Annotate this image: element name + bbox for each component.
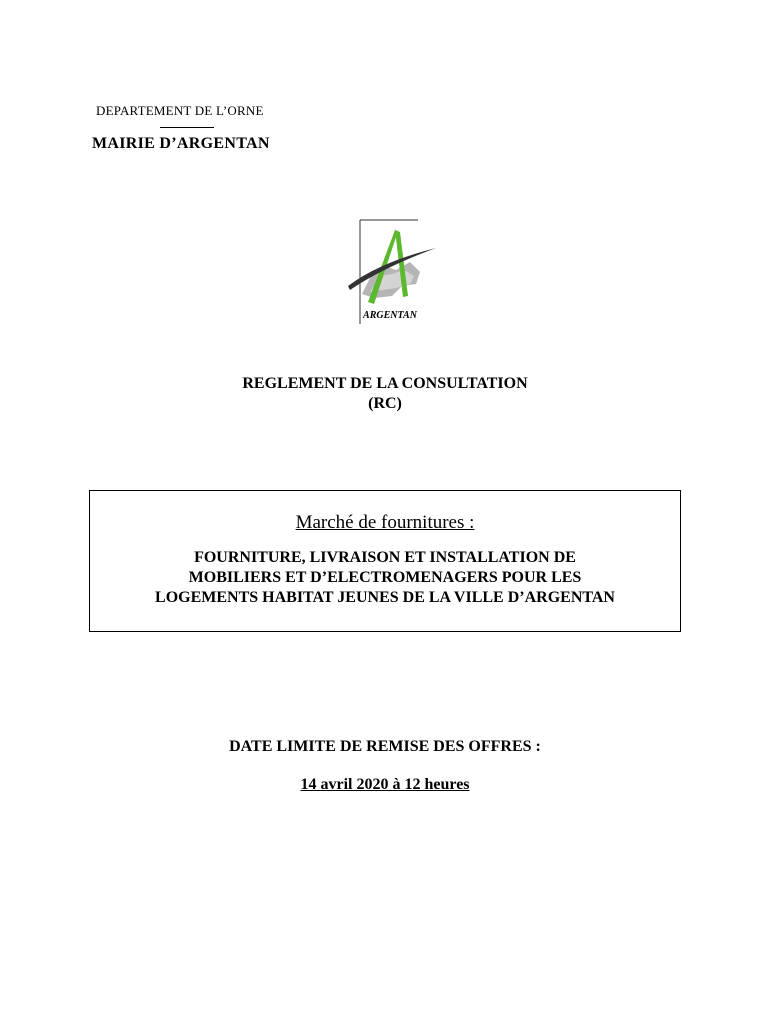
document-title (0, 374, 770, 414)
market-box (89, 490, 681, 632)
argentan-logo-graphic (340, 212, 440, 330)
mairie-name: MAIRIE D’ARGENTAN (92, 135, 270, 152)
market-heading: Marché de fournitures : (295, 512, 475, 533)
market-description-line2: MOBILIERS ET D’ELECTROMENAGERS POUR LES (188, 569, 582, 586)
argentan-logo-text: ARGENTAN (363, 310, 417, 321)
market-description-line1: FOURNITURE, LIVRAISON ET INSTALLATION DE (194, 549, 576, 566)
deadline-value: 14 avril 2020 à 12 heures (300, 776, 470, 793)
deadline-label: DATE LIMITE DE REMISE DES OFFRES : (229, 738, 541, 755)
department-name: DEPARTEMENT DE L’ORNE (96, 103, 264, 118)
department-divider (160, 127, 214, 128)
market-description-line3: LOGEMENTS HABITAT JEUNES DE LA VILLE D’ARGENTAN (155, 589, 615, 606)
argentan-logo (340, 212, 440, 330)
document-title-line2: (RC) (368, 395, 402, 412)
document-title-line1: REGLEMENT DE LA CONSULTATION (242, 375, 528, 392)
market-description (90, 548, 680, 608)
